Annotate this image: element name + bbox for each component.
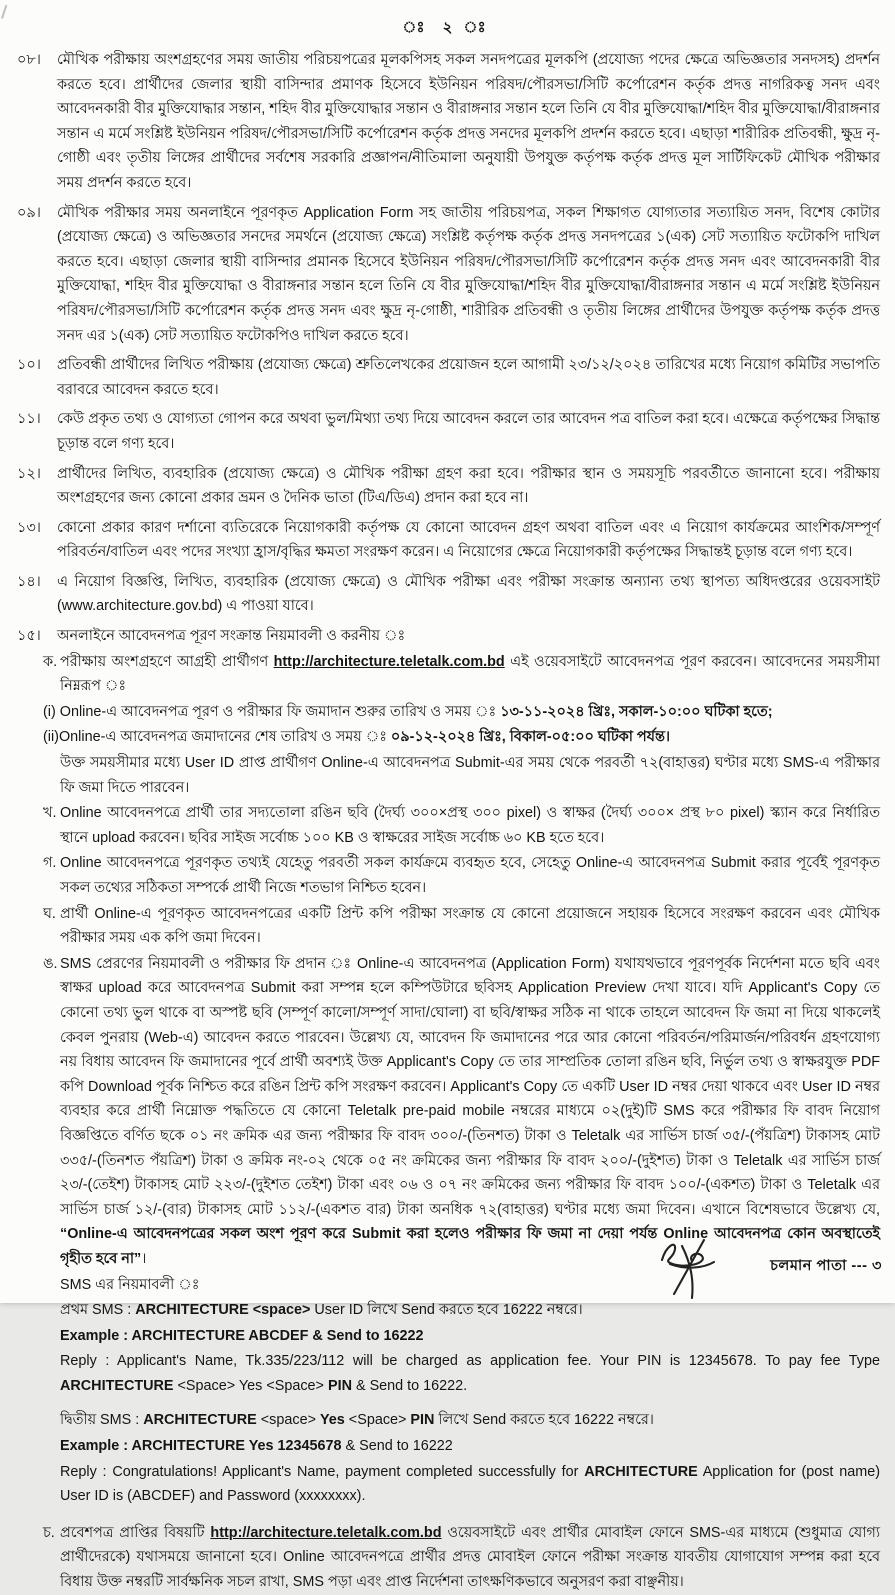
item-number: ০৯। [17,204,41,221]
text-run: প্রার্থী Online-এ পূরণকৃত আবেদনপত্রের একটি প্রিন্ট কপি পরীক্ষা সংক্রান্ত যে কোনো প্রয়োজনে সহায়ক হিসেবে সংরক্ষণ করবেন এবং মৌখিক পরীক্ষার সময় এক কপি জমা দিবেন। [60,905,881,947]
item-text [57,516,880,565]
text-run: & Send to 16222 [341,1438,453,1455]
text-run: উক্ত সময়সীমার মধ্যে User ID প্রাপ্ত প্রার্থীগণ Online-এ আবেদনপত্র Submit-এর সময় থেকে পরবর্তী ৭২(বাহাত্তর) ঘণ্টার মধ্যে SMS-এ পরীক্ষার ফি জমা দিতে পারবেন। [60,755,880,796]
signature-scribble [652,1234,732,1302]
url-link[interactable]: http://architecture.teletalk.com.bd [273,653,505,670]
sub-item-label: ঘ. [43,905,56,922]
sub-block [43,902,880,951]
text-run: User ID লিখে Send করতে হবে 16222 নম্বরে। [314,1302,583,1319]
text-run: & Send to 16222. [351,1377,468,1394]
text-run: ০৯-১২-২০২৪ খ্রিঃ, বিকাল-০৫:০০ ঘটিকা পর্যন্ত। [390,729,671,746]
text-run: SMS প্রেরণের নিয়মাবলী ও পরীক্ষার ফি প্রদান ঃ Online-এ আবেদনপত্র (Application Form) যথাযথভাবে পূরণপূর্বক নির্দেশনা মতে ছবি এবং স্বাক্ষর upload করে আবেদনপত্র Submit করা সম্পন্ন হলে কম্পিউটারে ছবিসহ Application Preview দেখা যাবে। যদি Applicant's Copy তে কোনো তথ্য ভুল থাকে বা অস্পষ্ট ছবি (সম্পূর্ণ কালো/সম্পূর্ণ সাদা/ঘোলা) বা ছবি/স্বাক্ষর সঠিক না থাকে তাহলে আবেদন ফি জমা না দিয়ে থাকলেই কেবল পুনরায় (Web-এ) আবেদন করতে পারবেন। উল্লেখ্য যে, আবেদন ফি জমাদানের পরে আর কোনো পরিবর্তন/পরিমার্জন/পরিবর্ধন গ্রহণযোগ্য নয় বিধায় আবেদন ফি জমাদানের পূর্বে প্রার্থী অবশ্যই উক্ত Applicant's Copy তে তার সাম্প্রতিক তোলা রঙিন ছবি, নির্ভুল তথ্য ও স্বাক্ষরযুক্ত PDF কপি Download পূর্বক নিশ্চিত করে রঙিন প্রিন্ট কপি সংরক্ষণ করবেন। Applicant's Copy তে একটি User ID নম্বর দেয়া থাকবে এবং User ID নম্বর ব্যবহার করে প্রার্থী নিম্নোক্ত পদ্ধতিতে যে কোনো Teletalk pre-paid mobile নম্বরের মাধ্যমে ০২(দুই)টি SMS করে পরীক্ষার ফি বাবদ নিয়োগ বিজ্ঞপ্তিতে বর্ণিত ছকে ০১ নং ক্রমিক এর জন্য পরীক্ষার ফি বাবদ ৩০০/-(তিনশত) টাকা ও Teletalk এর সার্ভিস চার্জ ৩৫/-(পঁয়ত্রিশ) টাকাসহ মোট ৩৩৫/-(তিনশত পঁয়ত্রিশ) টাকা ও ক্রমিক নং-০২ থেকে ০৫ নং ক্রমিকের জন্য পরীক্ষার ফি বাবদ ২০০/-(দুইশত) টাকা ও Teletalk এর সার্ভিস চার্জ ২৩/-(তেইশ) টাকাসহ মোট ২২৩/-(দুইশত তেইশ) টাকা এবং ০৬ ও ০৭ নং ক্রমিকের জন্য পরীক্ষার ফি বাবদ ১০০/-(একশত) টাকা ও Teletalk এর সার্ভিস চার্জ ১২/-(বার) টাকাসহ মোট ১১২/-(একশত বার) টাকা অনধিক ৭২(বাহাত্তর) ঘণ্টার মধ্যে জমা দিবেন। এখানে বিশেষভাবে উল্লেখ্য যে, [60,955,880,1218]
list-item [0,516,880,565]
page-number-header: ঃ ২ ঃ [402,19,493,36]
text-run: ARCHITECTURE <space> [135,1302,315,1319]
text-run: প্রতিবন্ধী প্রার্থীদের লিখিত পরীক্ষায় (প্রযোজ্য ক্ষেত্রে) শ্রুতিলেখকের প্রয়োজন হলে আগামী ২৩/১২/২০২৪ তারিখের মধ্যে নিয়োগ কমিটির সভাপতি বরাবরে আবেদন করতে হবে। [57,357,880,398]
item-number: ১১। [17,411,41,428]
continued-page-note: চলমান পাতা --- ৩ [770,1258,882,1274]
text-run: এই ওয়েবসাইটে আবেদনপত্র পূরণ করবেন। আবেদনের সময়সীমা নিম্নরূপ ঃ [60,653,880,695]
text-run: প্রবেশপত্র প্রাপ্তির বিষয়টি [60,1524,211,1541]
item-number: ১৫। [17,628,41,645]
sub-block [60,1460,880,1509]
item-text [43,624,881,1595]
item-number: ১৪। [17,573,41,590]
text-run: ১৩-১১-২০২৪ খ্রিঃ, সকাল-১০:০০ ঘটিকা হতে; [500,703,773,720]
sub-block [60,1434,880,1459]
list-item [0,462,880,511]
list-item [0,570,880,619]
sub-block [43,851,880,900]
sub-block [43,801,880,850]
text-run: (ii)Online-এ আবেদনপত্র জমাদানের শেষ তারিখ ও সময় ঃ [43,729,391,746]
url-link[interactable]: http://architecture.teletalk.com.bd [210,1524,442,1541]
list-item [0,201,880,349]
text-run: ARCHITECTURE [60,1377,174,1394]
sub-item-label: ঙ. [43,955,58,972]
sub-block [60,1408,880,1433]
sub-block [43,650,880,699]
text-run: পরীক্ষায় অংশগ্রহণে আগ্রহী প্রার্থীগণ [60,653,274,670]
text-run: <space> [256,1412,320,1429]
text-run: লিখে Send করতে হবে 16222 নম্বরে। [434,1412,654,1429]
text-run: মৌখিক পরীক্ষার সময় অনলাইনে পূরণকৃত Application Form সহ জাতীয় পরিচয়পত্র, সকল শিক্ষাগত যোগ্যতার সত্যায়িত সনদ, বিশেষ কোটার (প্রযোজ্য ক্ষেত্রে) ও অভিজ্ঞতার সনদের সমর্থনে (প্রযোজ্য ক্ষেত্রে) সংশ্লিষ্ট কর্তৃপক্ষ কর্তৃক প্রদত্ত সনদপত্রের ১(এক) সেট সত্যায়িত ফটোকপি দাখিল করতে হবে। এছাড়া জেলার স্থায়ী বাসিন্দার প্রমানক হিসেবে ইউনিয়ন পরিষদ/পৌরসভা/সিটি কর্পোরেশন কর্তৃক প্রদত্ত সনদ এবং আবেদনকারী বীর মুক্তিযোদ্ধা, শহিদ বীর মুক্তিযোদ্ধা ও বীরাঙ্গনার সন্তান হলে তিনি যে বীর মুক্তিযোদ্ধা/শহিদ বীর মুক্তিযোদ্ধা/বীরাঙ্গনার সন্তান এ মর্মে সংশ্লিষ্ট ইউনিয়ন পরিষদ/পৌরসভা/সিটি কর্পোরেশন কর্তৃক প্রদত্ত সনদ এবং ক্ষুদ্র নৃ-গোষ্ঠী, শারীরিক প্রতিবন্ধী ও তৃতীয় লিঙ্গের প্রার্থীদের উপযুক্ত কর্তৃপক্ষ কর্তৃক প্রদত্ত সনদ এর ১(এক) সেট সত্যায়িত ফটোকপিও দাখিল করতে হবে। [57,204,880,344]
text-run: । [141,1250,147,1267]
text-run: প্রথম SMS : [60,1302,136,1319]
text-run: প্রার্থীদের লিখিত, ব্যবহারিক (প্রযোজ্য ক্ষেত্রে) ও মৌখিক পরীক্ষা গ্রহণ করা হবে। পরীক্ষার স্থান ও সময়সূচি পরবর্তীতে জানানো হবে। পরীক্ষায় অংশগ্রহণের জন্য কোনো প্রকার ভ্রমন ও দৈনিক ভাতা (টিএ/ডিএ) প্রদান করা হবে না। [57,465,880,507]
text-run: কোনো প্রকার কারণ দর্শানো ব্যতিরেকে নিয়োগকারী কর্তৃপক্ষ যে কোনো আবেদন গ্রহণ অথবা বাতিল এবং এ নিয়োগ কার্যক্রমের আংশিক/সম্পূর্ণ পরিবর্তন/বাতিল এবং পদের সংখ্যা হ্রাস/বৃদ্ধির ক্ষমতা সংরক্ষণ করেন। এ নিয়োগের ক্ষেত্রে নিয়োগকারী কর্তৃপক্ষের সিদ্ধান্তই চূড়ান্ত বলে গণ্য হবে। [57,519,880,561]
text-run: এ নিয়োগ বিজ্ঞপ্তি, লিখিত, ব্যবহারিক (প্রযোজ্য ক্ষেত্রে) ও মৌখিক পরীক্ষা এবং পরীক্ষা সংক্রান্ত অন্যান্য তথ্য স্থাপত্য অধিদপ্তরের ওয়েবসাইট [57,573,880,590]
text-run: Application for (post name) User ID is (ABCDEF) and Password (xxxxxxxx). [60,1463,880,1505]
text-run: মৌখিক পরীক্ষায় অংশগ্রহণের সময় জাতীয় পরিচয়পত্রের মূলকপিসহ সকল সনদপত্রের মূলকপি (প্রযোজ্য পদের ক্ষেত্রে অভিজ্ঞতার সনদসহ) প্রদর্শন করতে হবে। প্রার্থীদের জেলার স্থায়ী বাসিন্দার প্রমাণক হিসেবে ইউনিয়ন পরিষদ/পৌরসভা/সিটি কর্পোরেশন কর্তৃক প্রদত্ত নাগরিকত্ব সনদ এবং আবেদনকারী বীর মুক্তিযোদ্ধার সন্তান, শহিদ বীর মুক্তিযোদ্ধার সন্তান ও বীরাঙ্গনার সন্তান হলে তিনি যে বীর মুক্তিযোদ্ধা/শহিদ বীর মুক্তিযোদ্ধা/বীরাঙ্গনার সন্তান এ মর্মে সংশ্লিষ্ট ইউনিয়ন পরিষদ/পৌরসভা/সিটি কর্পোরেশন কর্তৃক প্রদত্ত সনদের মূলকপি প্রদর্শন করতে হবে। এছাড়া শারীরিক প্রতিবন্ধী, ক্ষুদ্র নৃ-গোষ্ঠী এবং তৃতীয় লিঙ্গের প্রার্থীদের সর্বশেষ সরকারি প্রজ্ঞাপন/নীতিমালা অনুযায়ী উপযুক্ত কর্তৃপক্ষ কর্তৃক প্রদত্ত মূল সার্টিফিকেট মৌখিক পরীক্ষার সময় প্রদর্শন করতে হবে। [57,52,880,191]
text-run: PIN [410,1412,435,1429]
text-run: <Space> Yes <Space> [173,1377,328,1394]
item-text [57,570,880,619]
sub-block [43,952,880,1272]
text-run: (www.architecture.gov.bd) [57,598,223,615]
text-run: Reply : Applicant's Name, Tk.335/223/112 will be charged as application fee. Your PIN is 12345678. To pay fee Type [60,1353,880,1370]
sub-block [60,1298,880,1323]
sub-block [60,1349,880,1398]
list-item [0,407,880,456]
text-run: (i) Online-এ আবেদনপত্র পূরণ ও পরীক্ষার ফি জমাদান শুরুর তারিখ ও সময় ঃ [43,703,501,720]
text-run: Example : ARCHITECTURE ABCDEF & Send to 16222 [60,1327,424,1344]
text-run: Online আবেদনপত্রে পূরণকৃত তথ্যই যেহেতু পরবর্তী সকল কার্যক্রমে ব্যবহৃত হবে, সেহেতু Online-এ আবেদনপত্র Submit করার পূর্বেই পূরণকৃত সকল তথ্যের সঠিকতা সম্পর্কে প্রার্থী নিজে শতভাগ নিশ্চিত হবেন। [60,855,880,896]
text-run: Reply : Congratulations! Applicant's Name, payment completed successfully for [60,1463,585,1480]
text-run: <Space> [344,1412,411,1429]
sub-block [43,1521,880,1595]
text-run: ARCHITECTURE [143,1412,257,1429]
item-number: ১৩। [17,519,41,536]
item-text [57,201,880,349]
item-number: ১০। [17,357,41,374]
text-run: “Online-এ আবেদনপত্রের সকল অংশ পূরণ করে Submit করা হলেও পরীক্ষার ফি জমা না দেয়া পর্যন্ত Online আবেদনপত্র কোন অবস্থাতেই গৃহীত হবে না” [60,1226,880,1267]
text-run: এ পাওয়া যাবে। [222,598,314,615]
sub-block [60,1324,880,1349]
item-text [57,48,880,196]
sub-block [43,725,880,750]
text-run: ARCHITECTURE [584,1463,698,1480]
item-number: ০৮। [17,52,41,68]
list-item [0,624,880,1595]
text-run: Yes [320,1412,345,1429]
sub-block [43,700,880,725]
text-run: SMS এর নিয়মাবলী ঃ [60,1276,200,1293]
item-text [57,353,880,402]
sub-item-label: চ. [43,1524,55,1541]
item-text [57,407,880,456]
sub-item-label: গ. [43,855,57,872]
sub-block [60,751,880,800]
item-number: ১২। [17,465,41,482]
text-run: Online আবেদনপত্রে প্রার্থী তার সদ্যতোলা রঙিন ছবি (দৈর্ঘ্য ৩০০×প্রস্থ ৩০০ pixel) ও স্বাক্ষর (দৈর্ঘ্য ৩০০× প্রস্থ ৮০ pixel) স্ক্যান করে নির্ধারিত স্থানে upload করবেন। ছবির সাইজ সর্বোচ্চ ১০০ KB ও স্বাক্ষরের সাইজ সর্বোচ্চ ৬০ KB হতে হবে। [60,805,880,846]
text-run: অনলাইনে আবেদনপত্র পূরণ সংক্রান্ত নিয়মাবলী ও করনীয় ঃ [57,628,406,645]
sub-item-label: ক. [43,653,58,670]
item-text [57,462,880,511]
list-item [0,48,880,196]
text-run: PIN [327,1377,352,1394]
text-run: কেউ প্রকৃত তথ্য ও যোগ্যতা গোপন করে অথবা ভুল/মিথ্যা তথ্য দিয়ে আবেদন করলে তার আবেদন পত্র বাতিল করা হবে। এক্ষেত্রে কর্তৃপক্ষের সিদ্ধান্ত চূড়ান্ত বলে গণ্য হবে। [57,411,880,452]
items-list [0,48,895,1595]
text-run: Example : ARCHITECTURE Yes 12345678 [60,1438,342,1455]
sub-item-label: খ. [43,805,57,822]
list-item [0,353,880,402]
sub-block [60,1273,880,1298]
text-run: দ্বিতীয় SMS : [60,1412,144,1429]
text-run: ওয়েবসাইটে এবং প্রার্থীর মোবাইল ফোনে SMS-এর মাধ্যমে (শুধুমাত্র যোগ্য প্রার্থীদেরকে) যথাসময়ে জানানো হবে। Online আবেদনপত্রে প্রার্থীর প্রদত্ত মোবাইল ফোনে পরীক্ষা সংক্রান্ত যাবতীয় যোগাযোগ সম্পন্ন করা হবে বিধায় উক্ত নম্বরটি সার্বক্ষনিক সচল রাখা, SMS পড়া এবং প্রাপ্ত নির্দেশনা তাৎক্ষণিকভাবে অনুসরণ করা বাঞ্ছনীয়। [60,1524,880,1591]
